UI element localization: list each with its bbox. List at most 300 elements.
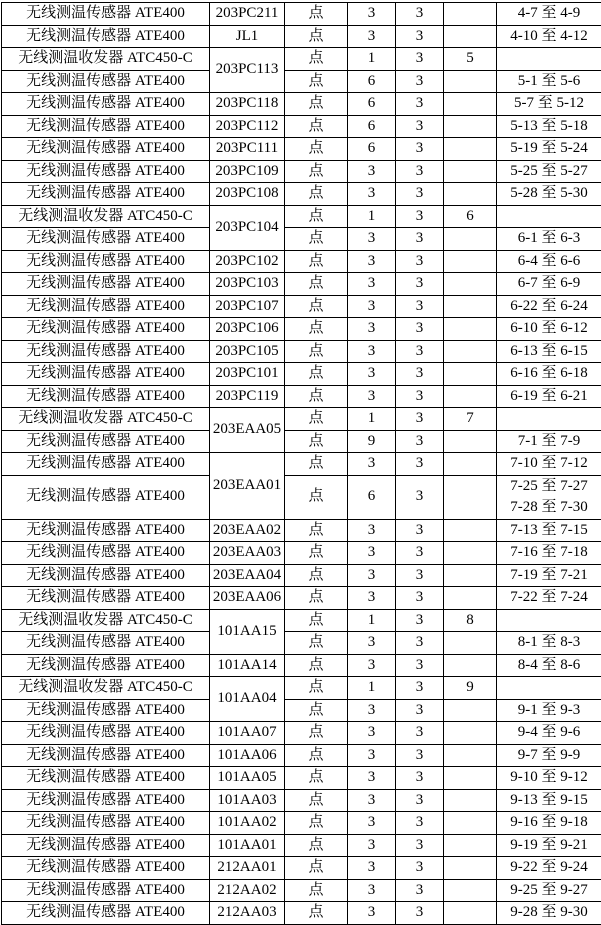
value-cell: 3 bbox=[396, 453, 444, 476]
point-range-cell bbox=[497, 879, 601, 902]
table-row bbox=[2, 767, 601, 790]
group-number-cell bbox=[444, 587, 497, 610]
group-number-cell bbox=[444, 834, 497, 857]
quantity-cell: 3 bbox=[348, 564, 396, 587]
point-range-cell bbox=[497, 812, 601, 835]
quantity-cell: 3 bbox=[348, 654, 396, 677]
point-range-cell bbox=[497, 654, 601, 677]
table-row bbox=[2, 183, 601, 206]
table-row bbox=[2, 453, 601, 476]
device-name-cell: 无线测温传感器 ATE400 bbox=[2, 250, 210, 273]
table-row bbox=[2, 385, 601, 408]
device-code-cell: 203PC103 bbox=[210, 273, 285, 296]
device-code-cell: 203EAA04 bbox=[210, 564, 285, 587]
value-cell: 3 bbox=[396, 48, 444, 71]
unit-cell: 点 bbox=[285, 744, 348, 767]
table-row bbox=[2, 340, 601, 363]
value-cell: 3 bbox=[396, 430, 444, 453]
range-line: 7-28 至 7-30 bbox=[497, 497, 601, 519]
range-line: 5-7 至 5-12 bbox=[497, 93, 601, 115]
unit-cell: 点 bbox=[285, 228, 348, 251]
unit-cell: 点 bbox=[285, 453, 348, 476]
range-line: 8-4 至 8-6 bbox=[497, 655, 601, 677]
device-name-cell: 无线测温传感器 ATE400 bbox=[2, 430, 210, 453]
quantity-cell: 3 bbox=[348, 295, 396, 318]
range-line: 4-7 至 4-9 bbox=[497, 3, 601, 25]
device-code-cell: 203PC109 bbox=[210, 160, 285, 183]
range-line: 6-16 至 6-18 bbox=[497, 363, 601, 385]
quantity-cell: 3 bbox=[348, 902, 396, 925]
point-range-cell bbox=[497, 519, 601, 542]
point-range-cell bbox=[497, 48, 601, 71]
device-name-cell: 无线测温收发器 ATC450-C bbox=[2, 609, 210, 632]
point-range-cell bbox=[497, 250, 601, 273]
unit-cell: 点 bbox=[285, 812, 348, 835]
group-number-cell bbox=[444, 250, 497, 273]
table-row bbox=[2, 519, 601, 542]
device-code-cell: 101AA04 bbox=[210, 677, 285, 722]
group-number-cell bbox=[444, 564, 497, 587]
range-line: 5-19 至 5-24 bbox=[497, 138, 601, 160]
unit-cell: 点 bbox=[285, 385, 348, 408]
device-name-cell: 无线测温传感器 ATE400 bbox=[2, 93, 210, 116]
device-code-cell: 203PC112 bbox=[210, 115, 285, 138]
table-row bbox=[2, 677, 601, 700]
table-row bbox=[2, 857, 601, 880]
range-line: 6-7 至 6-9 bbox=[497, 273, 601, 295]
device-name-cell: 无线测温传感器 ATE400 bbox=[2, 385, 210, 408]
device-name-cell: 无线测温传感器 ATE400 bbox=[2, 789, 210, 812]
value-cell: 3 bbox=[396, 160, 444, 183]
point-range-cell bbox=[497, 385, 601, 408]
table-row bbox=[2, 363, 601, 386]
unit-cell: 点 bbox=[285, 879, 348, 902]
group-number-cell bbox=[444, 295, 497, 318]
quantity-cell: 3 bbox=[348, 767, 396, 790]
table-row bbox=[2, 115, 601, 138]
point-range-cell bbox=[497, 408, 601, 431]
point-range-cell bbox=[497, 3, 601, 26]
point-range-cell bbox=[497, 834, 601, 857]
point-range-cell bbox=[497, 340, 601, 363]
quantity-cell: 6 bbox=[348, 70, 396, 93]
device-name-cell: 无线测温传感器 ATE400 bbox=[2, 564, 210, 587]
value-cell: 3 bbox=[396, 205, 444, 228]
unit-cell: 点 bbox=[285, 70, 348, 93]
unit-cell: 点 bbox=[285, 722, 348, 745]
group-number-cell bbox=[444, 902, 497, 925]
value-cell: 3 bbox=[396, 834, 444, 857]
point-range-cell bbox=[497, 475, 601, 519]
group-number-cell bbox=[444, 115, 497, 138]
value-cell: 3 bbox=[396, 902, 444, 925]
table-row bbox=[2, 228, 601, 251]
value-cell: 3 bbox=[396, 857, 444, 880]
range-line: 9-1 至 9-3 bbox=[497, 700, 601, 722]
device-name-cell: 无线测温传感器 ATE400 bbox=[2, 340, 210, 363]
unit-cell: 点 bbox=[285, 318, 348, 341]
device-name-cell: 无线测温传感器 ATE400 bbox=[2, 318, 210, 341]
range-line: 6-1 至 6-3 bbox=[497, 228, 601, 250]
device-code-cell: 212AA03 bbox=[210, 902, 285, 925]
device-code-cell: 203PC211 bbox=[210, 3, 285, 26]
value-cell: 3 bbox=[396, 654, 444, 677]
quantity-cell: 6 bbox=[348, 115, 396, 138]
range-line: 6-10 至 6-12 bbox=[497, 318, 601, 340]
quantity-cell: 3 bbox=[348, 340, 396, 363]
point-range-cell bbox=[497, 93, 601, 116]
table-row bbox=[2, 699, 601, 722]
group-number-cell: 7 bbox=[444, 408, 497, 431]
range-line: 9-7 至 9-9 bbox=[497, 745, 601, 767]
range-line: 9-10 至 9-12 bbox=[497, 767, 601, 789]
table-row bbox=[2, 273, 601, 296]
point-range-cell bbox=[497, 25, 601, 48]
quantity-cell: 3 bbox=[348, 789, 396, 812]
group-number-cell bbox=[444, 25, 497, 48]
point-range-cell bbox=[497, 767, 601, 790]
device-code-cell: 203PC105 bbox=[210, 340, 285, 363]
device-code-cell: 203EAA03 bbox=[210, 542, 285, 565]
device-name-cell: 无线测温收发器 ATC450-C bbox=[2, 408, 210, 431]
table-row bbox=[2, 430, 601, 453]
range-line: 7-25 至 7-27 bbox=[497, 476, 601, 498]
device-name-cell: 无线测温传感器 ATE400 bbox=[2, 902, 210, 925]
point-range-cell bbox=[497, 295, 601, 318]
device-code-cell: 203PC118 bbox=[210, 93, 285, 116]
table-row bbox=[2, 879, 601, 902]
quantity-cell: 3 bbox=[348, 318, 396, 341]
device-name-cell: 无线测温传感器 ATE400 bbox=[2, 183, 210, 206]
device-name-cell: 无线测温传感器 ATE400 bbox=[2, 160, 210, 183]
group-number-cell bbox=[444, 138, 497, 161]
range-line: 5-1 至 5-6 bbox=[497, 71, 601, 93]
device-code-cell: 203PC101 bbox=[210, 363, 285, 386]
device-name-cell: 无线测温传感器 ATE400 bbox=[2, 475, 210, 519]
range-line: 7-22 至 7-24 bbox=[497, 587, 601, 609]
unit-cell: 点 bbox=[285, 834, 348, 857]
device-code-cell: 101AA01 bbox=[210, 834, 285, 857]
table-row bbox=[2, 205, 601, 228]
quantity-cell: 3 bbox=[348, 879, 396, 902]
device-name-cell: 无线测温传感器 ATE400 bbox=[2, 138, 210, 161]
table-row bbox=[2, 70, 601, 93]
quantity-cell: 3 bbox=[348, 722, 396, 745]
device-code-cell: 101AA07 bbox=[210, 722, 285, 745]
device-name-cell: 无线测温传感器 ATE400 bbox=[2, 587, 210, 610]
range-line: 7-10 至 7-12 bbox=[497, 453, 601, 475]
unit-cell: 点 bbox=[285, 564, 348, 587]
unit-cell: 点 bbox=[285, 273, 348, 296]
group-number-cell bbox=[444, 385, 497, 408]
unit-cell: 点 bbox=[285, 250, 348, 273]
group-number-cell bbox=[444, 632, 497, 655]
point-range-cell bbox=[497, 205, 601, 228]
group-number-cell: 5 bbox=[444, 48, 497, 71]
table-row bbox=[2, 654, 601, 677]
range-line: 5-28 至 5-30 bbox=[497, 183, 601, 205]
range-line: 9-22 至 9-24 bbox=[497, 857, 601, 879]
device-code-cell: 203EAA01 bbox=[210, 453, 285, 520]
group-number-cell: 9 bbox=[444, 677, 497, 700]
range-line: 7-16 至 7-18 bbox=[497, 542, 601, 564]
quantity-cell: 3 bbox=[348, 3, 396, 26]
table-row bbox=[2, 48, 601, 71]
device-name-cell: 无线测温收发器 ATC450-C bbox=[2, 48, 210, 71]
range-line: 8-1 至 8-3 bbox=[497, 632, 601, 654]
unit-cell: 点 bbox=[285, 789, 348, 812]
point-range-cell bbox=[497, 160, 601, 183]
device-code-cell: 101AA03 bbox=[210, 789, 285, 812]
device-code-cell: 203EAA06 bbox=[210, 587, 285, 610]
range-line: 7-13 至 7-15 bbox=[497, 520, 601, 542]
group-number-cell bbox=[444, 340, 497, 363]
group-number-cell: 6 bbox=[444, 205, 497, 228]
table-row bbox=[2, 250, 601, 273]
device-code-cell: 101AA02 bbox=[210, 812, 285, 835]
device-name-cell: 无线测温收发器 ATC450-C bbox=[2, 205, 210, 228]
value-cell: 3 bbox=[396, 744, 444, 767]
unit-cell: 点 bbox=[285, 902, 348, 925]
value-cell: 3 bbox=[396, 115, 444, 138]
range-line: 7-1 至 7-9 bbox=[497, 431, 601, 453]
value-cell: 3 bbox=[396, 812, 444, 835]
value-cell: 3 bbox=[396, 475, 444, 519]
unit-cell: 点 bbox=[285, 654, 348, 677]
device-code-cell: 203EAA02 bbox=[210, 519, 285, 542]
unit-cell: 点 bbox=[285, 677, 348, 700]
quantity-cell: 3 bbox=[348, 587, 396, 610]
temperature-device-table bbox=[1, 2, 601, 925]
unit-cell: 点 bbox=[285, 699, 348, 722]
quantity-cell: 1 bbox=[348, 609, 396, 632]
point-range-cell bbox=[497, 699, 601, 722]
point-range-cell bbox=[497, 138, 601, 161]
point-range-cell bbox=[497, 677, 601, 700]
range-line: 6-22 至 6-24 bbox=[497, 296, 601, 318]
unit-cell: 点 bbox=[285, 160, 348, 183]
table-row bbox=[2, 587, 601, 610]
quantity-cell: 3 bbox=[348, 519, 396, 542]
range-line: 9-16 至 9-18 bbox=[497, 812, 601, 834]
value-cell: 3 bbox=[396, 25, 444, 48]
group-number-cell bbox=[444, 767, 497, 790]
device-name-cell: 无线测温传感器 ATE400 bbox=[2, 879, 210, 902]
value-cell: 3 bbox=[396, 677, 444, 700]
group-number-cell bbox=[444, 183, 497, 206]
quantity-cell: 3 bbox=[348, 542, 396, 565]
unit-cell: 点 bbox=[285, 408, 348, 431]
table-row bbox=[2, 542, 601, 565]
unit-cell: 点 bbox=[285, 138, 348, 161]
table-row bbox=[2, 93, 601, 116]
quantity-cell: 1 bbox=[348, 48, 396, 71]
device-name-cell: 无线测温传感器 ATE400 bbox=[2, 744, 210, 767]
group-number-cell bbox=[444, 789, 497, 812]
group-number-cell bbox=[444, 160, 497, 183]
unit-cell: 点 bbox=[285, 475, 348, 519]
quantity-cell: 6 bbox=[348, 138, 396, 161]
unit-cell: 点 bbox=[285, 295, 348, 318]
table-row bbox=[2, 812, 601, 835]
table-row bbox=[2, 475, 601, 519]
unit-cell: 点 bbox=[285, 519, 348, 542]
device-code-cell: JL1 bbox=[210, 25, 285, 48]
group-number-cell bbox=[444, 430, 497, 453]
table-row bbox=[2, 744, 601, 767]
device-name-cell: 无线测温传感器 ATE400 bbox=[2, 70, 210, 93]
table-row bbox=[2, 25, 601, 48]
device-code-cell: 101AA14 bbox=[210, 654, 285, 677]
device-name-cell: 无线测温传感器 ATE400 bbox=[2, 632, 210, 655]
group-number-cell bbox=[444, 879, 497, 902]
table-row bbox=[2, 160, 601, 183]
quantity-cell: 3 bbox=[348, 744, 396, 767]
device-table-body bbox=[2, 3, 601, 925]
group-number-cell bbox=[444, 475, 497, 519]
unit-cell: 点 bbox=[285, 205, 348, 228]
unit-cell: 点 bbox=[285, 430, 348, 453]
value-cell: 3 bbox=[396, 340, 444, 363]
quantity-cell: 3 bbox=[348, 857, 396, 880]
point-range-cell bbox=[497, 183, 601, 206]
point-range-cell bbox=[497, 228, 601, 251]
value-cell: 3 bbox=[396, 699, 444, 722]
quantity-cell: 3 bbox=[348, 228, 396, 251]
point-range-cell bbox=[497, 318, 601, 341]
quantity-cell: 6 bbox=[348, 93, 396, 116]
quantity-cell: 3 bbox=[348, 250, 396, 273]
quantity-cell: 3 bbox=[348, 160, 396, 183]
device-name-cell: 无线测温传感器 ATE400 bbox=[2, 3, 210, 26]
table-row bbox=[2, 138, 601, 161]
range-line: 6-19 至 6-21 bbox=[497, 386, 601, 408]
table-row bbox=[2, 789, 601, 812]
device-name-cell: 无线测温传感器 ATE400 bbox=[2, 273, 210, 296]
table-row bbox=[2, 408, 601, 431]
device-code-cell: 203EAA05 bbox=[210, 408, 285, 453]
point-range-cell bbox=[497, 542, 601, 565]
value-cell: 3 bbox=[396, 722, 444, 745]
range-line: 9-4 至 9-6 bbox=[497, 722, 601, 744]
quantity-cell: 1 bbox=[348, 677, 396, 700]
quantity-cell: 3 bbox=[348, 183, 396, 206]
range-line: 4-10 至 4-12 bbox=[497, 26, 601, 48]
point-range-cell bbox=[497, 857, 601, 880]
point-range-cell bbox=[497, 70, 601, 93]
quantity-cell: 9 bbox=[348, 430, 396, 453]
range-line: 5-25 至 5-27 bbox=[497, 161, 601, 183]
point-range-cell bbox=[497, 564, 601, 587]
point-range-cell bbox=[497, 453, 601, 476]
device-name-cell: 无线测温传感器 ATE400 bbox=[2, 857, 210, 880]
group-number-cell bbox=[444, 453, 497, 476]
quantity-cell: 3 bbox=[348, 363, 396, 386]
value-cell: 3 bbox=[396, 138, 444, 161]
device-code-cell: 203PC107 bbox=[210, 295, 285, 318]
unit-cell: 点 bbox=[285, 115, 348, 138]
device-code-cell: 101AA05 bbox=[210, 767, 285, 790]
quantity-cell: 1 bbox=[348, 408, 396, 431]
quantity-cell: 3 bbox=[348, 834, 396, 857]
device-name-cell: 无线测温传感器 ATE400 bbox=[2, 767, 210, 790]
point-range-cell bbox=[497, 363, 601, 386]
quantity-cell: 3 bbox=[348, 25, 396, 48]
device-name-cell: 无线测温传感器 ATE400 bbox=[2, 722, 210, 745]
unit-cell: 点 bbox=[285, 609, 348, 632]
group-number-cell bbox=[444, 93, 497, 116]
device-code-cell: 212AA02 bbox=[210, 879, 285, 902]
unit-cell: 点 bbox=[285, 3, 348, 26]
device-code-cell: 101AA15 bbox=[210, 609, 285, 654]
range-line: 9-28 至 9-30 bbox=[497, 902, 601, 924]
point-range-cell bbox=[497, 609, 601, 632]
device-name-cell: 无线测温传感器 ATE400 bbox=[2, 25, 210, 48]
point-range-cell bbox=[497, 722, 601, 745]
value-cell: 3 bbox=[396, 587, 444, 610]
group-number-cell bbox=[444, 699, 497, 722]
device-name-cell: 无线测温传感器 ATE400 bbox=[2, 834, 210, 857]
unit-cell: 点 bbox=[285, 48, 348, 71]
range-line: 9-25 至 9-27 bbox=[497, 880, 601, 902]
value-cell: 3 bbox=[396, 385, 444, 408]
value-cell: 3 bbox=[396, 879, 444, 902]
group-number-cell bbox=[444, 3, 497, 26]
group-number-cell bbox=[444, 542, 497, 565]
device-name-cell: 无线测温传感器 ATE400 bbox=[2, 519, 210, 542]
device-code-cell: 203PC106 bbox=[210, 318, 285, 341]
device-name-cell: 无线测温传感器 ATE400 bbox=[2, 699, 210, 722]
table-row bbox=[2, 902, 601, 925]
group-number-cell bbox=[444, 857, 497, 880]
value-cell: 3 bbox=[396, 183, 444, 206]
unit-cell: 点 bbox=[285, 340, 348, 363]
device-code-cell: 212AA01 bbox=[210, 857, 285, 880]
quantity-cell: 6 bbox=[348, 475, 396, 519]
range-line: 7-19 至 7-21 bbox=[497, 565, 601, 587]
unit-cell: 点 bbox=[285, 587, 348, 610]
range-line: 6-4 至 6-6 bbox=[497, 251, 601, 273]
value-cell: 3 bbox=[396, 408, 444, 431]
group-number-cell bbox=[444, 70, 497, 93]
value-cell: 3 bbox=[396, 3, 444, 26]
device-code-cell: 203PC104 bbox=[210, 205, 285, 250]
point-range-cell bbox=[497, 744, 601, 767]
device-code-cell: 203PC119 bbox=[210, 385, 285, 408]
device-code-cell: 203PC108 bbox=[210, 183, 285, 206]
device-name-cell: 无线测温传感器 ATE400 bbox=[2, 295, 210, 318]
device-code-cell: 101AA06 bbox=[210, 744, 285, 767]
device-name-cell: 无线测温传感器 ATE400 bbox=[2, 542, 210, 565]
table-row bbox=[2, 632, 601, 655]
device-name-cell: 无线测温传感器 ATE400 bbox=[2, 654, 210, 677]
point-range-cell bbox=[497, 273, 601, 296]
point-range-cell bbox=[497, 115, 601, 138]
point-range-cell bbox=[497, 789, 601, 812]
table-row bbox=[2, 3, 601, 26]
value-cell: 3 bbox=[396, 295, 444, 318]
unit-cell: 点 bbox=[285, 363, 348, 386]
group-number-cell bbox=[444, 722, 497, 745]
value-cell: 3 bbox=[396, 318, 444, 341]
device-name-cell: 无线测温传感器 ATE400 bbox=[2, 453, 210, 476]
range-line: 9-13 至 9-15 bbox=[497, 790, 601, 812]
range-line: 5-13 至 5-18 bbox=[497, 116, 601, 138]
group-number-cell bbox=[444, 273, 497, 296]
table-row bbox=[2, 318, 601, 341]
value-cell: 3 bbox=[396, 70, 444, 93]
value-cell: 3 bbox=[396, 228, 444, 251]
